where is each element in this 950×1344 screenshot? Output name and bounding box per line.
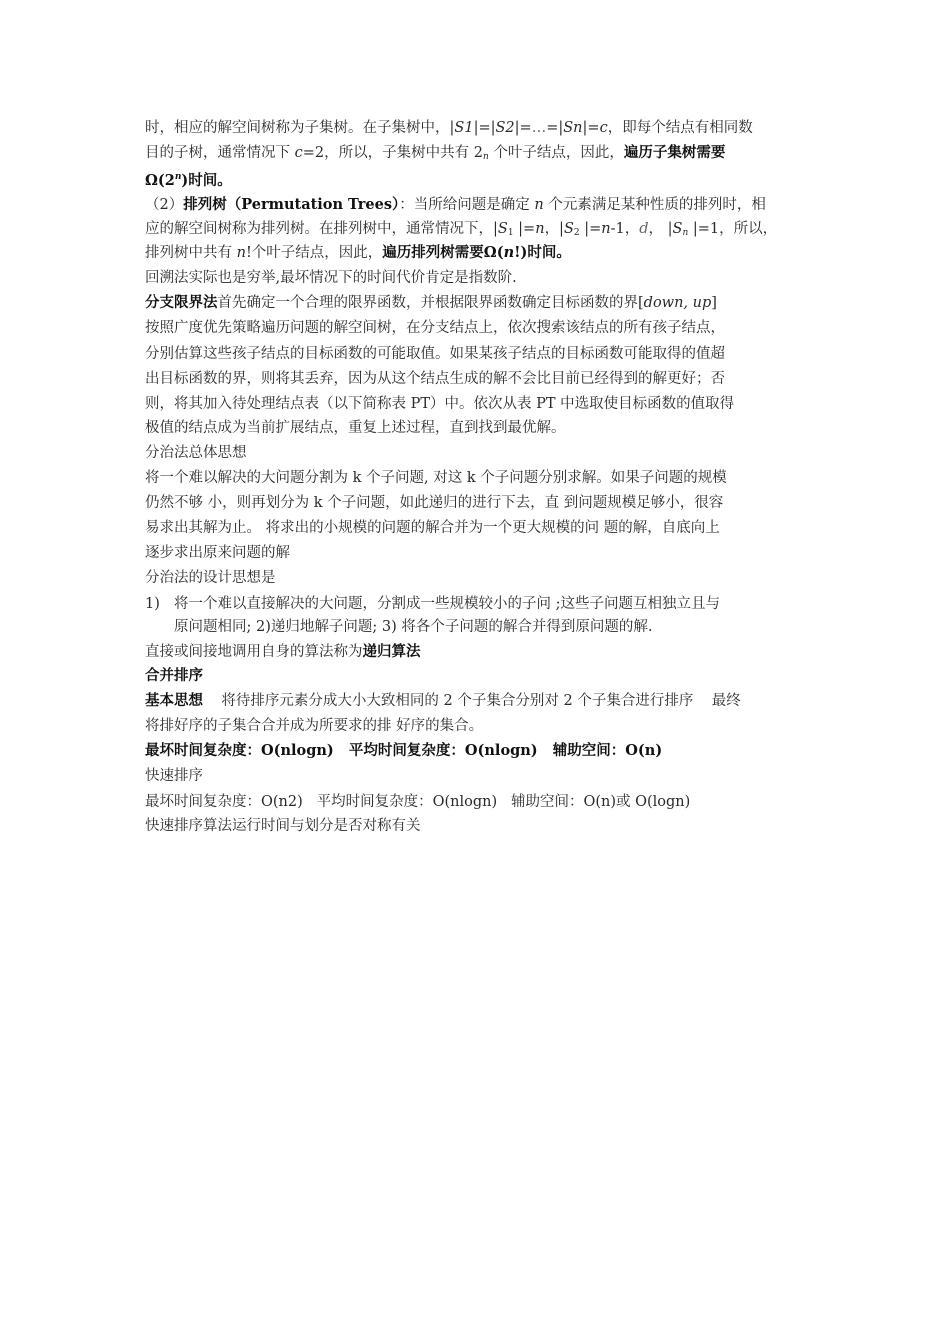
paragraph-line: 仍然不够 小，则再划分为 k 个子问题，如此递归的进行下去，直 到问题规模足够小，很容 (145, 495, 724, 511)
paragraph-line: 将一个难以解决的大问题分割为 k 个子问题, 对这 k 个子问题分别求解。如果子问题的规模 (145, 470, 727, 486)
paragraph-line: 时，相应的解空间树称为子集树。在子集树中，|S1|=|S2|=…=|Sn|=c，即每个结点有相同数 (145, 120, 753, 136)
list-item: 1) 将一个难以直接解决的大问题，分割成一些规模较小的子问 ;这些子问题互相独立且与 (145, 596, 720, 612)
paragraph-line: 极值的结点成为当前扩展结点，重复上述过程，直到找到最优解。 (145, 420, 566, 436)
paragraph-line: 分别估算这些孩子结点的目标函数的可能取值。如果某孩子结点的目标函数可能取得的值超 (145, 346, 725, 362)
paragraph-line: 原问题相同; 2)递归地解子问题; 3) 将各个子问题的解合并得到原问题的解. (174, 619, 653, 635)
section-heading: 快速排序 (145, 768, 203, 784)
paragraph-line: （2）排列树（Permutation Trees）：当所给问题是确定 n 个元素满足某种性质的排列时，相 (145, 196, 766, 213)
complexity-line: 最坏时间复杂度：O(n2) 平均时间复杂度：O(nlogn) 辅助空间：O(n)或 O(logn) (145, 794, 691, 810)
paragraph-line: 回溯法实际也是穷举,最坏情况下的时间代价肯定是指数阶. (145, 270, 517, 286)
paragraph-line: 按照广度优先策略遍历问题的解空间树，在分支结点上，依次搜索该结点的所有孩子结点， (145, 320, 725, 336)
term-recursive-algorithm: 递归算法 (362, 643, 421, 660)
paragraph-line: 则，将其加入待处理结点表（以下简称表 PT）中。依次从表 PT 中选取使目标函数的值取得 (145, 396, 735, 412)
list-number: 1) (145, 596, 160, 612)
paragraph-line: 分支限界法首先确定一个合理的限界函数，并根据限界函数确定目标函数的界[down, up] (145, 294, 717, 311)
paragraph-line: Ω(2$^n$)时间。 (145, 172, 232, 189)
paragraph-line: 出目标函数的界，则将其丢弃，因为从这个结点生成的解不会比目前已经得到的解更好；否 (145, 371, 725, 387)
section-heading: 分治法的设计思想是 (145, 570, 276, 586)
complexity-line: 最坏时间复杂度：O(nlogn) 平均时间复杂度：O(nlogn) 辅助空间：O(n) (145, 742, 663, 759)
paragraph-line: 目的子树，通常情况下 c=2，所以，子集树中共有 $2_n$ 个叶子结点，因此，遍历子集树需要 (145, 144, 726, 162)
paragraph-line: 将排好序的子集合合并成为所要求的排 好序的集合。 (145, 718, 484, 734)
section-heading: 合并排序 (145, 667, 203, 684)
paragraph-line: 基本思想 将待排序元素分成大小大致相同的 2 个子集合分别对 2 个子集合进行排序 最终 (145, 692, 741, 709)
section-heading: 分治法总体思想 (145, 445, 247, 461)
paragraph-line: 快速排序算法运行时间与划分是否对称有关 (145, 818, 421, 834)
paragraph-line: 排列树中共有 n!个叶子结点，因此，遍历排列树需要Ω(n!)时间。 (145, 244, 571, 261)
paragraph-line: 易求出其解为止。 将求出的小规模的问题的解合并为一个更大规模的问 题的解，自底向上 (145, 520, 720, 536)
paragraph-line: 直接或间接地调用自身的算法称为递归算法 (145, 643, 421, 660)
paragraph-line: 逐步求出原来问题的解 (145, 545, 290, 561)
paragraph-line: 应的解空间树称为排列树。在排列树中，通常情况下，$|S_1$ |=n，$|S_2$ |=n-1，d， $|S_n$ |=1，所以， (145, 221, 778, 238)
term-branch-and-bound: 分支限界法 (145, 294, 218, 311)
